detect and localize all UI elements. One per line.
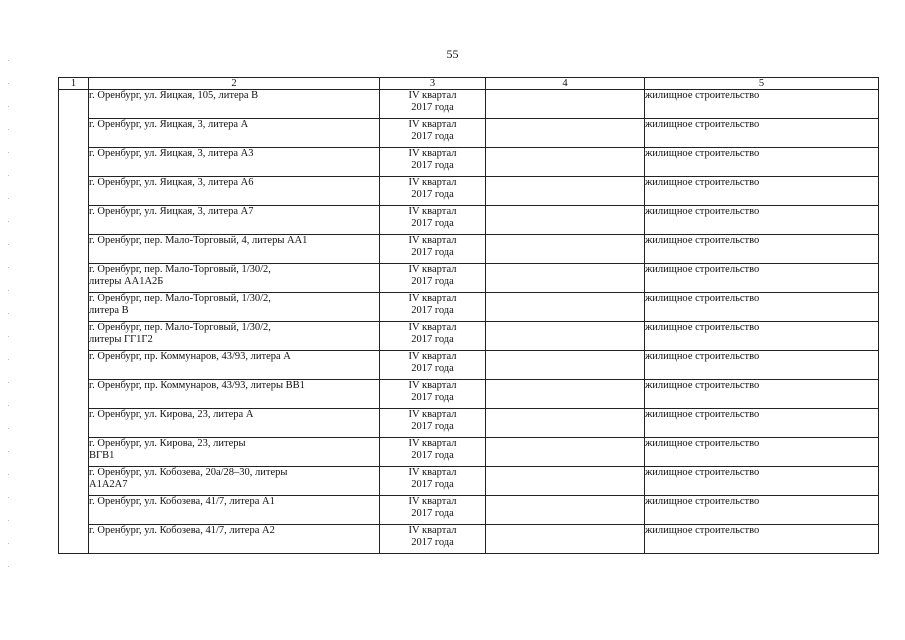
purpose-cell: жилищное строительство xyxy=(645,351,879,380)
address-cell: г. Оренбург, пер. Мало-Торговый, 4, литеры АА1 xyxy=(89,235,380,264)
address-cell: г. Оренбург, ул. Кобозева, 41/7, литера А2 xyxy=(89,525,380,554)
purpose-cell: жилищное строительство xyxy=(645,380,879,409)
col-4-cell xyxy=(486,148,645,177)
header-col-3: 3 xyxy=(380,78,486,90)
period-cell: IV квартал 2017 года xyxy=(380,293,486,322)
table-row xyxy=(59,264,879,293)
period-cell: IV квартал 2017 года xyxy=(380,322,486,351)
purpose-cell: жилищное строительство xyxy=(645,90,879,119)
purpose-cell: жилищное строительство xyxy=(645,119,879,148)
purpose-cell: жилищное строительство xyxy=(645,177,879,206)
table-row xyxy=(59,148,879,177)
col-4-cell xyxy=(486,90,645,119)
col-4-cell xyxy=(486,235,645,264)
purpose-cell: жилищное строительство xyxy=(645,264,879,293)
table-row xyxy=(59,235,879,264)
address-cell: г. Оренбург, ул. Яицкая, 3, литера А6 xyxy=(89,177,380,206)
address-cell: г. Оренбург, ул. Яицкая, 3, литера А7 xyxy=(89,206,380,235)
purpose-cell: жилищное строительство xyxy=(645,438,879,467)
table-row xyxy=(59,293,879,322)
address-cell: г. Оренбург, пер. Мало-Торговый, 1/30/2, литеры ГГ1Г2 xyxy=(89,322,380,351)
purpose-cell: жилищное строительство xyxy=(645,235,879,264)
header-col-4: 4 xyxy=(486,78,645,90)
purpose-cell: жилищное строительство xyxy=(645,293,879,322)
col-4-cell xyxy=(486,496,645,525)
period-cell: IV квартал 2017 года xyxy=(380,409,486,438)
col-4-cell xyxy=(486,467,645,496)
table-body xyxy=(59,90,879,554)
purpose-cell: жилищное строительство xyxy=(645,496,879,525)
header-col-5: 5 xyxy=(645,78,879,90)
col-4-cell xyxy=(486,438,645,467)
address-cell: г. Оренбург, ул. Яицкая, 3, литера А xyxy=(89,119,380,148)
table-row xyxy=(59,177,879,206)
table-row xyxy=(59,467,879,496)
table-row xyxy=(59,438,879,467)
header-row xyxy=(59,78,879,90)
period-cell: IV квартал 2017 года xyxy=(380,351,486,380)
col-4-cell xyxy=(486,409,645,438)
purpose-cell: жилищное строительство xyxy=(645,148,879,177)
table-row xyxy=(59,119,879,148)
address-cell: г. Оренбург, пр. Коммунаров, 43/93, литера А xyxy=(89,351,380,380)
period-cell: IV квартал 2017 года xyxy=(380,467,486,496)
address-cell: г. Оренбург, ул. Яицкая, 105, литера В xyxy=(89,90,380,119)
col-1-cell xyxy=(59,90,89,554)
period-cell: IV квартал 2017 года xyxy=(380,119,486,148)
purpose-cell: жилищное строительство xyxy=(645,467,879,496)
address-cell: г. Оренбург, пр. Коммунаров, 43/93, литеры ВВ1 xyxy=(89,380,380,409)
table-row xyxy=(59,351,879,380)
col-4-cell xyxy=(486,351,645,380)
table-row xyxy=(59,409,879,438)
table-row xyxy=(59,206,879,235)
address-cell: г. Оренбург, ул. Кобозева, 20а/28–30, литеры А1А2А7 xyxy=(89,467,380,496)
address-cell: г. Оренбург, ул. Кирова, 23, литера А xyxy=(89,409,380,438)
purpose-cell: жилищное строительство xyxy=(645,409,879,438)
col-4-cell xyxy=(486,322,645,351)
period-cell: IV квартал 2017 года xyxy=(380,177,486,206)
period-cell: IV квартал 2017 года xyxy=(380,380,486,409)
table-row xyxy=(59,380,879,409)
period-cell: IV квартал 2017 года xyxy=(380,235,486,264)
table-row xyxy=(59,322,879,351)
col-4-cell xyxy=(486,293,645,322)
table-row xyxy=(59,525,879,554)
period-cell: IV квартал 2017 года xyxy=(380,264,486,293)
col-4-cell xyxy=(486,119,645,148)
col-4-cell xyxy=(486,525,645,554)
page-number: 55 xyxy=(446,47,459,61)
address-cell: г. Оренбург, пер. Мало-Торговый, 1/30/2, литера В xyxy=(89,293,380,322)
period-cell: IV квартал 2017 года xyxy=(380,148,486,177)
address-cell: г. Оренбург, ул. Кобозева, 41/7, литера А1 xyxy=(89,496,380,525)
table-row xyxy=(59,496,879,525)
period-cell: IV квартал 2017 года xyxy=(380,525,486,554)
purpose-cell: жилищное строительство xyxy=(645,525,879,554)
address-cell: г. Оренбург, пер. Мало-Торговый, 1/30/2, литеры АА1А2Б xyxy=(89,264,380,293)
period-cell: IV квартал 2017 года xyxy=(380,90,486,119)
period-cell: IV квартал 2017 года xyxy=(380,438,486,467)
margin-dots xyxy=(8,60,11,620)
purpose-cell: жилищное строительство xyxy=(645,322,879,351)
col-4-cell xyxy=(486,380,645,409)
col-4-cell xyxy=(486,177,645,206)
col-4-cell xyxy=(486,206,645,235)
header-col-2: 2 xyxy=(89,78,380,90)
col-4-cell xyxy=(486,264,645,293)
address-cell: г. Оренбург, ул. Яицкая, 3, литера А3 xyxy=(89,148,380,177)
address-cell: г. Оренбург, ул. Кирова, 23, литеры ВГВ1 xyxy=(89,438,380,467)
period-cell: IV квартал 2017 года xyxy=(380,206,486,235)
period-cell: IV квартал 2017 года xyxy=(380,496,486,525)
table-row xyxy=(59,90,879,119)
purpose-cell: жилищное строительство xyxy=(645,206,879,235)
document-table xyxy=(58,77,879,554)
header-col-1: 1 xyxy=(59,78,89,90)
